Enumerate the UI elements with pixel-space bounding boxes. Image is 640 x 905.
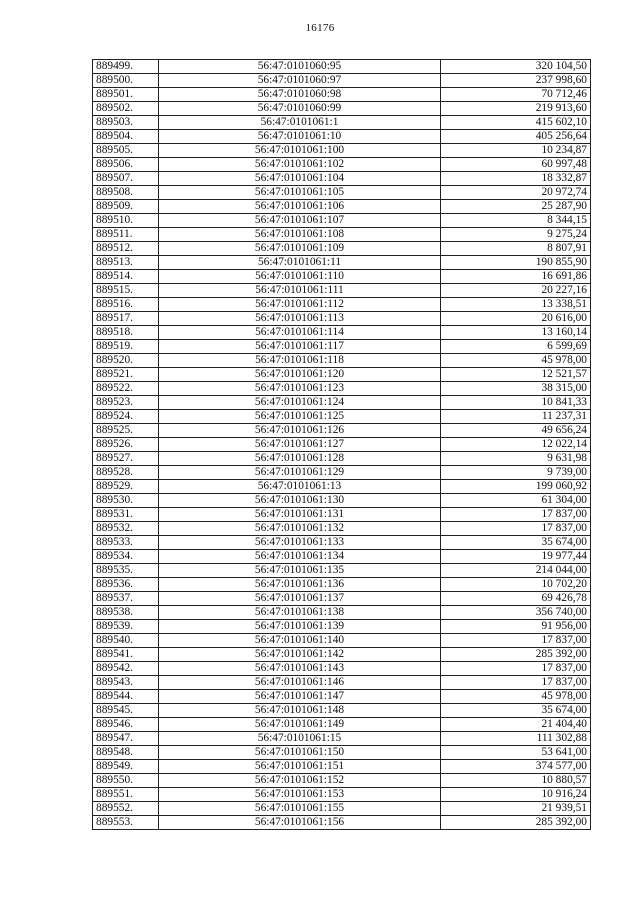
- row-number: 889537.: [93, 592, 159, 606]
- row-number: 889542.: [93, 662, 159, 676]
- cadastral-value: 11 237,31: [441, 410, 591, 424]
- row-number: 889544.: [93, 690, 159, 704]
- table-row: [93, 536, 591, 550]
- cadastral-value: 49 656,24: [441, 424, 591, 438]
- cadastral-value: 8 807,91: [441, 242, 591, 256]
- cadastral-value: 19 977,44: [441, 550, 591, 564]
- table-row: [93, 662, 591, 676]
- row-number: 889533.: [93, 536, 159, 550]
- cadastral-number: 56:47:0101061:128: [159, 452, 441, 466]
- cadastral-value-table: [92, 59, 591, 830]
- cadastral-number: 56:47:0101061:134: [159, 550, 441, 564]
- cadastral-number: 56:47:0101061:120: [159, 368, 441, 382]
- cadastral-value: 8 344,15: [441, 214, 591, 228]
- row-number: 889510.: [93, 214, 159, 228]
- table-row: [93, 340, 591, 354]
- row-number: 889509.: [93, 200, 159, 214]
- row-number: 889534.: [93, 550, 159, 564]
- table-row: [93, 116, 591, 130]
- cadastral-value: 219 913,60: [441, 102, 591, 116]
- row-number: 889522.: [93, 382, 159, 396]
- cadastral-number: 56:47:0101061:111: [159, 284, 441, 298]
- row-number: 889543.: [93, 676, 159, 690]
- table-row: [93, 438, 591, 452]
- cadastral-number: 56:47:0101061:100: [159, 144, 441, 158]
- table-row: [93, 620, 591, 634]
- table-row: [93, 60, 591, 74]
- table-row: [93, 550, 591, 564]
- cadastral-number: 56:47:0101061:150: [159, 746, 441, 760]
- row-number: 889520.: [93, 354, 159, 368]
- table-row: [93, 214, 591, 228]
- cadastral-number: 56:47:0101061:123: [159, 382, 441, 396]
- row-number: 889504.: [93, 130, 159, 144]
- cadastral-value: 21 939,51: [441, 802, 591, 816]
- row-number: 889525.: [93, 424, 159, 438]
- cadastral-number: 56:47:0101061:109: [159, 242, 441, 256]
- table-row: [93, 564, 591, 578]
- table-row: [93, 774, 591, 788]
- cadastral-number: 56:47:0101061:139: [159, 620, 441, 634]
- cadastral-number: 56:47:0101061:131: [159, 508, 441, 522]
- table-row: [93, 466, 591, 480]
- table-row: [93, 690, 591, 704]
- row-number: 889528.: [93, 466, 159, 480]
- row-number: 889507.: [93, 172, 159, 186]
- table-row: [93, 298, 591, 312]
- table-row: [93, 480, 591, 494]
- cadastral-number: 56:47:0101061:129: [159, 466, 441, 480]
- table-row: [93, 270, 591, 284]
- cadastral-value: 320 104,50: [441, 60, 591, 74]
- table-row: [93, 802, 591, 816]
- row-number: 889502.: [93, 102, 159, 116]
- cadastral-number: 56:47:0101061:104: [159, 172, 441, 186]
- cadastral-value: 17 837,00: [441, 662, 591, 676]
- cadastral-number: 56:47:0101061:126: [159, 424, 441, 438]
- table-row: [93, 200, 591, 214]
- cadastral-number: 56:47:0101061:125: [159, 410, 441, 424]
- cadastral-value: 53 641,00: [441, 746, 591, 760]
- row-number: 889535.: [93, 564, 159, 578]
- table-row: [93, 592, 591, 606]
- cadastral-value: 6 599,69: [441, 340, 591, 354]
- table-row: [93, 704, 591, 718]
- cadastral-number: 56:47:0101061:117: [159, 340, 441, 354]
- cadastral-value: 45 978,00: [441, 690, 591, 704]
- row-number: 889508.: [93, 186, 159, 200]
- cadastral-number: 56:47:0101061:138: [159, 606, 441, 620]
- cadastral-value: 13 338,51: [441, 298, 591, 312]
- table-row: [93, 788, 591, 802]
- row-number: 889515.: [93, 284, 159, 298]
- table-row: [93, 816, 591, 830]
- cadastral-value: 38 315,00: [441, 382, 591, 396]
- cadastral-number: 56:47:0101061:106: [159, 200, 441, 214]
- cadastral-value: 70 712,46: [441, 88, 591, 102]
- cadastral-value: 9 631,98: [441, 452, 591, 466]
- cadastral-value: 35 674,00: [441, 536, 591, 550]
- table-row: [93, 242, 591, 256]
- row-number: 889531.: [93, 508, 159, 522]
- cadastral-value: 10 916,24: [441, 788, 591, 802]
- cadastral-number: 56:47:0101061:108: [159, 228, 441, 242]
- table-row: [93, 634, 591, 648]
- table-row: [93, 368, 591, 382]
- cadastral-number: 56:47:0101061:153: [159, 788, 441, 802]
- cadastral-value: 35 674,00: [441, 704, 591, 718]
- table-row: [93, 508, 591, 522]
- cadastral-number: 56:47:0101061:107: [159, 214, 441, 228]
- row-number: 889540.: [93, 634, 159, 648]
- row-number: 889499.: [93, 60, 159, 74]
- table-row: [93, 158, 591, 172]
- cadastral-value: 111 302,88: [441, 732, 591, 746]
- row-number: 889519.: [93, 340, 159, 354]
- table-row: [93, 144, 591, 158]
- cadastral-value: 415 602,10: [441, 116, 591, 130]
- row-number: 889547.: [93, 732, 159, 746]
- row-number: 889506.: [93, 158, 159, 172]
- cadastral-number: 56:47:0101061:132: [159, 522, 441, 536]
- table-row: [93, 382, 591, 396]
- row-number: 889549.: [93, 760, 159, 774]
- cadastral-number: 56:47:0101061:152: [159, 774, 441, 788]
- cadastral-value: 10 234,87: [441, 144, 591, 158]
- row-number: 889541.: [93, 648, 159, 662]
- cadastral-value: 10 841,33: [441, 396, 591, 410]
- table-row: [93, 606, 591, 620]
- cadastral-value: 17 837,00: [441, 676, 591, 690]
- row-number: 889530.: [93, 494, 159, 508]
- row-number: 889505.: [93, 144, 159, 158]
- cadastral-number: 56:47:0101061:10: [159, 130, 441, 144]
- row-number: 889514.: [93, 270, 159, 284]
- row-number: 889521.: [93, 368, 159, 382]
- cadastral-number: 56:47:0101061:156: [159, 816, 441, 830]
- cadastral-number: 56:47:0101061:113: [159, 312, 441, 326]
- row-number: 889545.: [93, 704, 159, 718]
- cadastral-value: 199 060,92: [441, 480, 591, 494]
- cadastral-number: 56:47:0101061:143: [159, 662, 441, 676]
- row-number: 889500.: [93, 74, 159, 88]
- cadastral-value: 190 855,90: [441, 256, 591, 270]
- cadastral-value: 356 740,00: [441, 606, 591, 620]
- row-number: 889523.: [93, 396, 159, 410]
- row-number: 889513.: [93, 256, 159, 270]
- table-row: [93, 88, 591, 102]
- cadastral-number: 56:47:0101061:147: [159, 690, 441, 704]
- cadastral-value: 20 227,16: [441, 284, 591, 298]
- cadastral-number: 56:47:0101061:142: [159, 648, 441, 662]
- row-number: 889538.: [93, 606, 159, 620]
- cadastral-value: 69 426,78: [441, 592, 591, 606]
- row-number: 889517.: [93, 312, 159, 326]
- table-body: [93, 60, 591, 830]
- cadastral-value: 20 616,00: [441, 312, 591, 326]
- cadastral-number: 56:47:0101061:127: [159, 438, 441, 452]
- row-number: 889552.: [93, 802, 159, 816]
- table-row: [93, 746, 591, 760]
- table-row: [93, 186, 591, 200]
- cadastral-value: 18 332,87: [441, 172, 591, 186]
- cadastral-value: 9 275,24: [441, 228, 591, 242]
- cadastral-number: 56:47:0101061:137: [159, 592, 441, 606]
- table-row: [93, 410, 591, 424]
- row-number: 889512.: [93, 242, 159, 256]
- table-row: [93, 578, 591, 592]
- cadastral-number: 56:47:0101060:99: [159, 102, 441, 116]
- table-row: [93, 326, 591, 340]
- row-number: 889524.: [93, 410, 159, 424]
- cadastral-number: 56:47:0101061:1: [159, 116, 441, 130]
- cadastral-value: 237 998,60: [441, 74, 591, 88]
- row-number: 889527.: [93, 452, 159, 466]
- table-row: [93, 452, 591, 466]
- cadastral-value: 285 392,00: [441, 816, 591, 830]
- row-number: 889511.: [93, 228, 159, 242]
- cadastral-number: 56:47:0101061:130: [159, 494, 441, 508]
- cadastral-number: 56:47:0101060:98: [159, 88, 441, 102]
- table-row: [93, 732, 591, 746]
- cadastral-value: 17 837,00: [441, 508, 591, 522]
- cadastral-value: 60 997,48: [441, 158, 591, 172]
- cadastral-number: 56:47:0101061:136: [159, 578, 441, 592]
- row-number: 889551.: [93, 788, 159, 802]
- row-number: 889501.: [93, 88, 159, 102]
- row-number: 889526.: [93, 438, 159, 452]
- table-row: [93, 396, 591, 410]
- cadastral-number: 56:47:0101061:114: [159, 326, 441, 340]
- cadastral-number: 56:47:0101061:148: [159, 704, 441, 718]
- row-number: 889539.: [93, 620, 159, 634]
- table-row: [93, 494, 591, 508]
- table-row: [93, 284, 591, 298]
- cadastral-number: 56:47:0101061:11: [159, 256, 441, 270]
- cadastral-value: 45 978,00: [441, 354, 591, 368]
- table-row: [93, 760, 591, 774]
- cadastral-number: 56:47:0101061:13: [159, 480, 441, 494]
- cadastral-number: 56:47:0101061:124: [159, 396, 441, 410]
- cadastral-value: 25 287,90: [441, 200, 591, 214]
- cadastral-number: 56:47:0101061:118: [159, 354, 441, 368]
- cadastral-number: 56:47:0101061:15: [159, 732, 441, 746]
- row-number: 889550.: [93, 774, 159, 788]
- cadastral-value: 91 956,00: [441, 620, 591, 634]
- cadastral-number: 56:47:0101061:133: [159, 536, 441, 550]
- cadastral-value: 17 837,00: [441, 634, 591, 648]
- table-row: [93, 718, 591, 732]
- table-row: [93, 74, 591, 88]
- cadastral-value: 10 880,57: [441, 774, 591, 788]
- cadastral-number: 56:47:0101061:146: [159, 676, 441, 690]
- cadastral-value: 405 256,64: [441, 130, 591, 144]
- cadastral-value: 61 304,00: [441, 494, 591, 508]
- row-number: 889546.: [93, 718, 159, 732]
- row-number: 889516.: [93, 298, 159, 312]
- cadastral-number: 56:47:0101061:112: [159, 298, 441, 312]
- cadastral-value: 21 404,40: [441, 718, 591, 732]
- table-row: [93, 130, 591, 144]
- table-row: [93, 676, 591, 690]
- table-row: [93, 648, 591, 662]
- row-number: 889548.: [93, 746, 159, 760]
- page-number: 16176: [305, 22, 335, 34]
- row-number: 889553.: [93, 816, 159, 830]
- cadastral-value: 12 022,14: [441, 438, 591, 452]
- cadastral-number: 56:47:0101060:97: [159, 74, 441, 88]
- row-number: 889536.: [93, 578, 159, 592]
- cadastral-value: 12 521,57: [441, 368, 591, 382]
- cadastral-number: 56:47:0101061:105: [159, 186, 441, 200]
- table-row: [93, 522, 591, 536]
- cadastral-value: 13 160,14: [441, 326, 591, 340]
- cadastral-number: 56:47:0101061:155: [159, 802, 441, 816]
- row-number: 889518.: [93, 326, 159, 340]
- cadastral-number: 56:47:0101061:140: [159, 634, 441, 648]
- cadastral-value: 9 739,00: [441, 466, 591, 480]
- table-row: [93, 228, 591, 242]
- table-row: [93, 354, 591, 368]
- cadastral-value: 10 702,20: [441, 578, 591, 592]
- cadastral-value: 214 044,00: [441, 564, 591, 578]
- cadastral-number: 56:47:0101061:151: [159, 760, 441, 774]
- row-number: 889532.: [93, 522, 159, 536]
- cadastral-value: 285 392,00: [441, 648, 591, 662]
- table-row: [93, 312, 591, 326]
- cadastral-number: 56:47:0101061:102: [159, 158, 441, 172]
- table-row: [93, 102, 591, 116]
- table-row: [93, 172, 591, 186]
- cadastral-number: 56:47:0101060:95: [159, 60, 441, 74]
- row-number: 889503.: [93, 116, 159, 130]
- cadastral-value: 16 691,86: [441, 270, 591, 284]
- cadastral-number: 56:47:0101061:135: [159, 564, 441, 578]
- cadastral-value: 17 837,00: [441, 522, 591, 536]
- row-number: 889529.: [93, 480, 159, 494]
- cadastral-number: 56:47:0101061:110: [159, 270, 441, 284]
- cadastral-value: 374 577,00: [441, 760, 591, 774]
- table-row: [93, 256, 591, 270]
- table-row: [93, 424, 591, 438]
- cadastral-number: 56:47:0101061:149: [159, 718, 441, 732]
- cadastral-value: 20 972,74: [441, 186, 591, 200]
